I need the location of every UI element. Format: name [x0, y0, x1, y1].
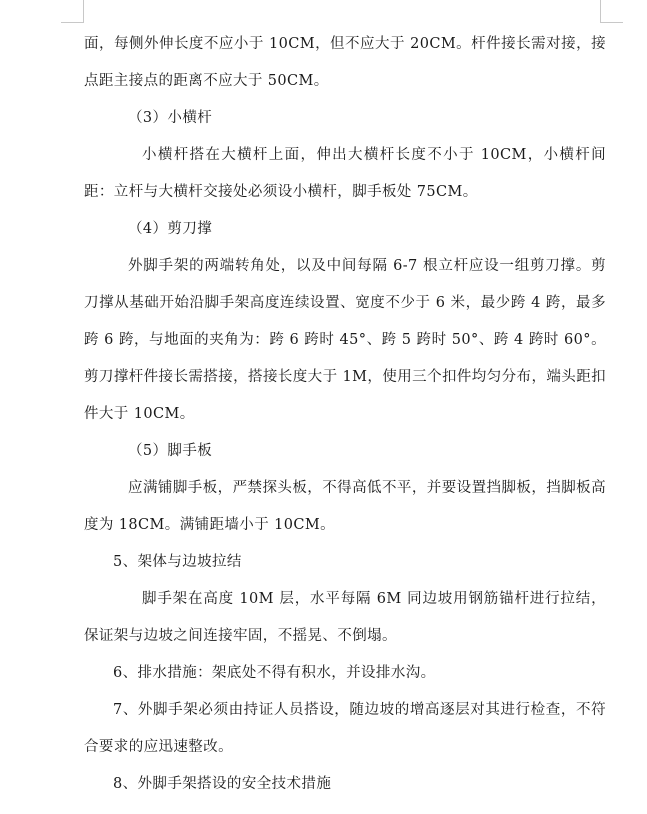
heading-slope-tie: 5、架体与边坡拉结 [113, 554, 242, 570]
paragraph-scaffold-board: 应满铺脚手板，严禁探头板，不得高低不平，并要设置挡脚板，挡脚板高度为 18CM。满铺距墙小于 10CM。 [84, 480, 606, 533]
item-drainage: 6、排水措施：架底处不得有积水，并设排水沟。 [113, 665, 436, 681]
subheading-small-crossbar: （3）小横杆 [128, 110, 213, 126]
subheading-scissor-brace: （4）剪刀撑 [128, 221, 213, 237]
item-certified-erection: 7、外脚手架必须由持证人员搭设，随边坡的增高逐层对其进行检查，不符合要求的应迅速整改。 [84, 702, 606, 755]
paragraph-small-crossbar: 小横杆搭在大横杆上面，伸出大横杆长度不小于 10CM，小横杆间距：立杆与大横杆交接处必须设小横杆，脚手板处 75CM。 [84, 147, 606, 200]
crop-mark-top-right [600, 0, 623, 23]
paragraph-scissor-brace: 外脚手架的两端转角处，以及中间每隔 6-7 根立杆应设一组剪刀撑。剪刀撑从基础开始沿脚手架高度连续设置、宽度不少于 6 米，最少跨 4 跨，最多跨 6 跨，与地面的夹角为：跨 6 跨时 45°、跨 5 跨时 50°、跨 4 跨时 60°。剪刀撑杆件接长需搭接，搭接长度大于 1M，使用三个扣件均匀分布，端头距扣件大于 10CM。 [84, 258, 606, 422]
paragraph-continuation: 面，每侧外伸长度不应小于 10CM，但不应大于 20CM。杆件接长需对接，接点距主接点的距离不应大于 50CM。 [84, 36, 606, 89]
crop-mark-top-left [61, 0, 84, 23]
heading-safety-measures: 8、外脚手架搭设的安全技术措施 [113, 776, 332, 792]
document-body [84, 26, 606, 803]
paragraph-slope-tie: 脚手架在高度 10M 层，水平每隔 6M 同边坡用钢筋锚杆进行拉结，保证架与边坡之间连接牢固，不摇晃、不倒塌。 [84, 591, 606, 644]
subheading-scaffold-board: （5）脚手板 [128, 443, 213, 459]
